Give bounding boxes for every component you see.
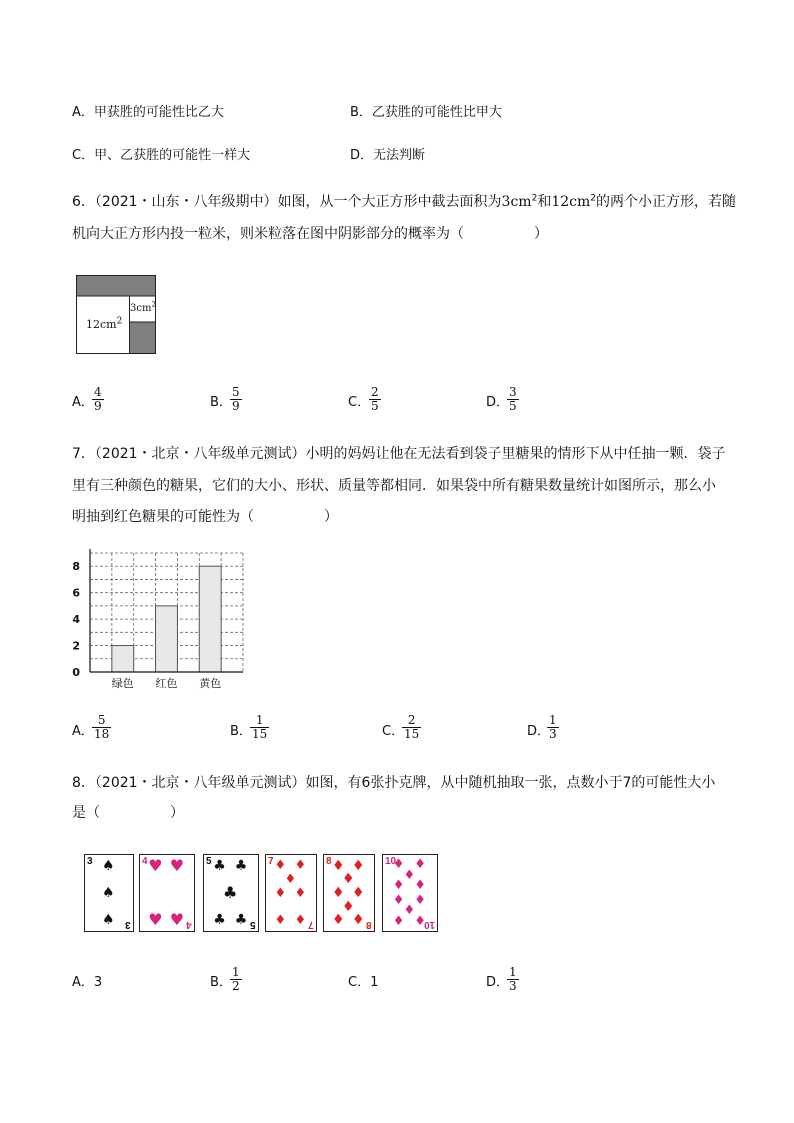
suit-icon: ♦ [392,914,405,930]
q5-option-c: C．甲、乙获胜的可能性一样大 [72,148,251,163]
suit-icon: ♦ [294,858,307,874]
x-tick-label: 绿色 [111,677,134,690]
q8-question-line2: 是（ ） [72,805,184,821]
suit-icon: ♣ [213,857,226,874]
card-rank: 10 [385,856,397,867]
q8-option-d-fraction: $\frac{1}{3}$ [509,965,517,993]
suit-icon: ♦ [414,893,426,909]
suit-icon: ♦ [352,885,365,901]
q7-question-line1: 7．（2021・北京・八年级单元测试）小明的妈妈让他在无法看到袋子里糖果的情形下从中任抽一颗．袋子 [72,446,726,462]
suit-icon: ♠ [102,857,115,874]
playing-card-3 [84,854,134,932]
small-square-label: $3cm^2$ [130,300,156,314]
q8-option-c: C．1 [348,975,379,990]
card-rank: 7 [308,919,314,930]
suit-icon: ♥ [148,855,163,875]
y-tick-label: 4 [72,613,80,627]
q6-question-line1: 6．（2021・山东・八年级期中）如图，从一个大正方形中截去面积为$3cm^2$和$12cm^2$的两个小正方形，若随 [72,193,736,210]
q6-square-figure [76,275,156,354]
candy-bar-chart [60,545,260,695]
suit-icon: ♦ [414,856,426,872]
q6-option-a-fraction: $\frac{4}{9}$ [94,385,102,413]
q6-option-a-letter: A． [72,395,94,410]
suit-icon: ♥ [169,910,185,930]
suit-icon: ♦ [284,871,297,887]
card-rank: 5 [250,919,256,930]
q6-option-b-letter: B． [210,395,232,410]
suit-icon: ♦ [274,858,287,874]
card-rank: 3 [125,919,131,930]
q8-question-line1: 8．（2021・北京・八年级单元测试）如图，有6张扑克牌，从中随机抽取一张，点数小于7的可能性大小 [72,775,716,791]
card-rank: 3 [87,856,93,867]
q7-option-b-letter: B． [230,724,252,739]
q7-option-a-fraction: $\frac{5}{18}$ [94,713,110,741]
q6-option-d-letter: D． [486,395,510,410]
suit-icon: ♥ [169,855,185,875]
bar-黄色 [199,566,221,672]
suit-icon: ♦ [342,871,355,888]
q7-question-line3: 明抽到红色糖果的可能性为（ ） [72,509,338,525]
q6-option-c-fraction: $\frac{2}{5}$ [371,385,379,413]
suit-icon: ♦ [414,914,426,930]
y-tick-label: 6 [72,586,80,600]
x-tick-label: 红色 [155,677,178,690]
suit-icon: ♦ [392,856,405,872]
y-tick-label: 2 [72,639,80,653]
playing-card-5 [203,854,259,932]
suit-icon: ♠ [102,912,115,929]
card-rank: 7 [268,856,274,867]
suit-icon: ♥ [148,910,163,930]
q5-option-d: D．无法判断 [350,148,426,163]
card-rank: 8 [326,856,332,867]
q5-option-a: A．甲获胜的可能性比乙大 [72,105,224,120]
q7-question-line2: 里有三种颜色的糖果，它们的大小、形状、质量等都相同．如果袋中所有糖果数量统计如图所示，那么小 [72,478,716,494]
suit-icon: ♠ [102,885,115,901]
bar-绿色 [112,646,134,672]
card-rank: 10 [423,919,435,930]
suit-icon: ♦ [294,912,307,928]
q7-option-d-letter: D． [527,724,551,739]
playing-card-7 [265,854,317,932]
y-tick-label: 0 [72,666,80,679]
q8-option-d-letter: D． [486,975,510,990]
suit-icon: ♦ [392,893,405,909]
q7-option-b-fraction: $\frac{1}{15}$ [252,713,268,741]
x-tick-label: 黄色 [199,677,222,690]
suit-icon: ♦ [352,912,365,929]
suit-icon: ♦ [294,885,307,901]
suit-icon: ♣ [223,883,238,902]
suit-icon: ♦ [332,857,345,874]
q6-option-b-fraction: $\frac{5}{9}$ [232,385,240,413]
card-rank: 4 [186,919,192,930]
bar-红色 [156,606,178,672]
q6-option-c-letter: C． [348,395,371,410]
q7-option-c-fraction: $\frac{2}{15}$ [404,713,420,741]
card-rank: 5 [206,856,212,867]
q7-option-d-fraction: $\frac{1}{3}$ [549,713,557,741]
suit-icon: ♦ [274,885,287,901]
suit-icon: ♦ [403,868,416,884]
playing-card-8 [323,854,375,932]
suit-icon: ♦ [352,857,365,874]
playing-card-10 [382,854,438,932]
suit-icon: ♦ [332,912,345,929]
q7-option-c-letter: C． [382,724,405,739]
big-square-label: $12cm^2$ [86,316,123,331]
suit-icon: ♣ [213,912,226,929]
q6-question-line2: 机向大正方形内投一粒米，则米粒落在图中阴影部分的概率为（ ） [72,226,548,242]
card-rank: 4 [142,856,148,867]
q5-option-b: B．乙获胜的可能性比甲大 [350,105,502,120]
suit-icon: ♦ [392,877,405,893]
suit-icon: ♦ [403,902,416,918]
q8-option-b-fraction: $\frac{1}{2}$ [232,965,240,993]
suit-icon: ♣ [234,857,248,874]
y-tick-label: 8 [72,560,80,574]
q8-option-a: A．3 [72,975,103,990]
suit-icon: ♦ [274,912,287,928]
suit-icon: ♦ [332,885,345,901]
suit-icon: ♦ [414,877,426,893]
q8-option-b-letter: B． [210,975,232,990]
suit-icon: ♣ [234,912,248,929]
q7-option-a-letter: A． [72,724,94,739]
q6-option-d-fraction: $\frac{3}{5}$ [509,385,517,413]
playing-card-4 [139,854,195,932]
card-rank: 8 [366,919,372,930]
suit-icon: ♦ [342,898,355,915]
